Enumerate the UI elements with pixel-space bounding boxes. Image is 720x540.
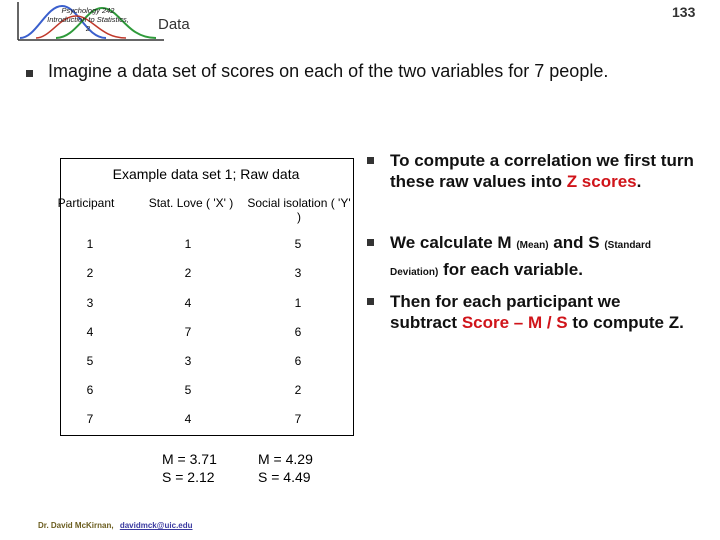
table-cell: 4 [86,325,94,339]
bullet-mean-sd-text-c: for each variable. [443,260,583,279]
footer [38,521,193,530]
table-cell: 2 [184,266,192,280]
table-cell: 1 [86,237,94,251]
table-cell: 7 [294,412,302,426]
sd-note: (Standard Deviation) [390,240,651,278]
table-cell: 6 [294,354,302,368]
table-cell: 1 [184,237,192,251]
bullet-mean-sd [390,231,700,285]
bullet-zscores-period: . [636,172,642,191]
sd-x: S = 2.12 [162,469,215,485]
footer-author: Dr. David McKirnan, [38,521,114,530]
main-bullet-text: Imagine a data set of scores on each of the two variables for 7 people. [48,61,609,81]
footer-email-link[interactable]: davidmck@uic.edu [119,521,193,530]
col-header-participant: Participant [57,196,115,210]
bullet-zscores-text: To compute a correlation we first turn these raw values into [390,151,694,191]
bullet-mean-sd-text-a: We calculate M [390,233,512,252]
formula-highlight: Score – M / S [461,313,568,332]
bullet-icon [367,157,374,164]
mean-note: (Mean) [516,240,549,251]
slide-title: Data [158,16,190,33]
sd-y: S = 4.49 [258,469,311,485]
bullet-compute-z-text: Then for each participant we subtract [390,292,621,332]
bullet-icon [367,239,374,246]
table-cell: 4 [184,296,192,310]
table-cell: 2 [294,383,302,397]
table-cell: 2 [86,266,94,280]
table-cell: 6 [294,325,302,339]
mean-x: M = 3.71 [162,451,217,467]
bullet-mean-sd-text-b: and S [553,233,600,252]
table-cell: 7 [86,412,94,426]
table-cell: 5 [294,237,302,251]
table-cell: 3 [184,354,192,368]
table-cell: 1 [294,296,302,310]
table-cell: 7 [184,325,192,339]
table-cell: 6 [86,383,94,397]
bullet-icon [367,298,374,305]
col-header-x: Stat. Love ( 'X' ) [148,196,234,210]
col-header-y: Social isolation ( 'Y' ) [247,196,351,224]
bullet-compute-z-end: to compute Z. [572,313,684,332]
table-cell: 4 [184,412,192,426]
mean-y: M = 4.29 [258,451,313,467]
table-cell: 3 [86,296,94,310]
table-cell: 3 [294,266,302,280]
z-scores-highlight: Z scores [566,172,637,191]
table-title: Example data set 1; Raw data [112,166,300,182]
table-cell: 5 [86,354,94,368]
page-number: 133 [672,4,696,20]
bullet-zscores [390,150,700,192]
bullet-icon [26,70,33,77]
course-name: Psychology 242 Introduction to Statistics, 2 [47,6,129,33]
bullet-compute-z [390,291,690,333]
table-cell: 5 [184,383,192,397]
